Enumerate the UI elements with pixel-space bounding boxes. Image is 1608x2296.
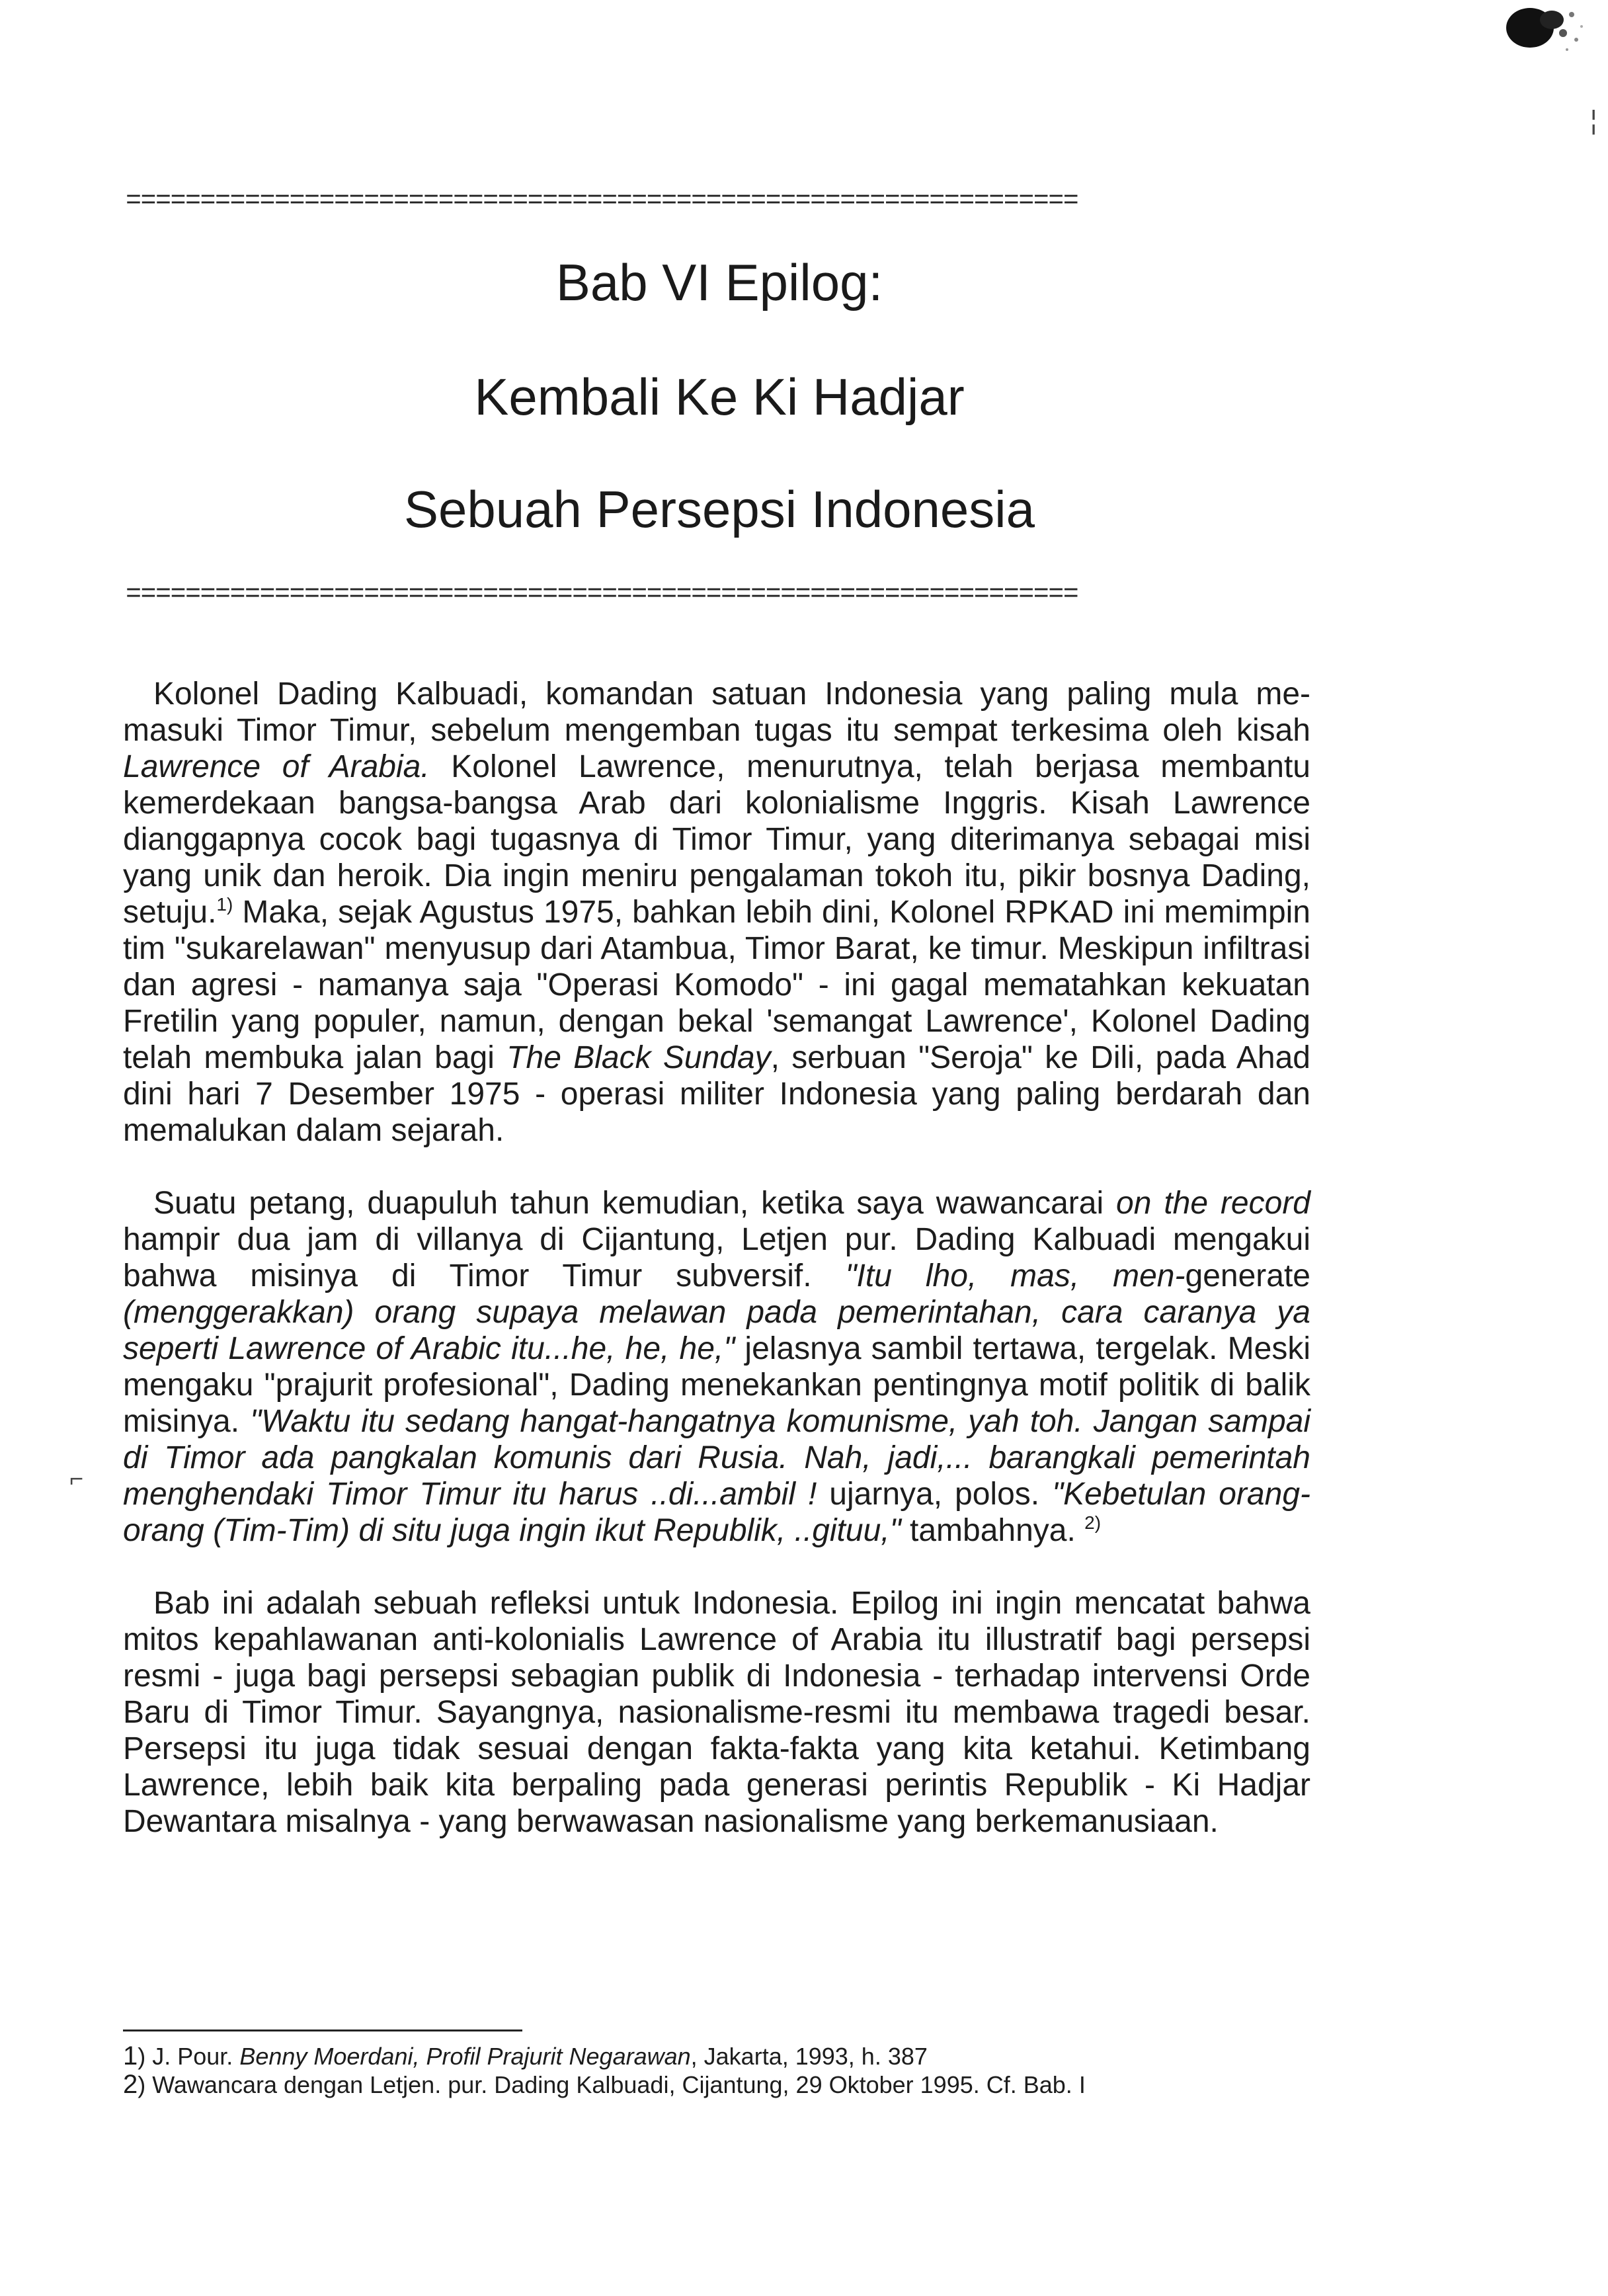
- scan-ink-blot: [1489, 0, 1588, 66]
- footnote-ref-2: 2): [1084, 1512, 1102, 1533]
- footnote-ref-1: 1): [216, 894, 233, 915]
- footnote-rule: [123, 2030, 522, 2031]
- body-text: [123, 676, 1310, 1876]
- scan-tick-mark: ⌐: [69, 1465, 84, 1492]
- bottom-separator: ================================================================: [126, 582, 1078, 608]
- paragraph-2: Suatu petang, duapuluh tahun kemudian, ketika saya wawancarai on the record hampir dua jam di villanya di Cijantung, Letjen pur. Dading Kalbuadi mengakui bahwa misinya di Timor Timur subversif. "Itu lho, mas, men-generate (menggerakkan) orang supaya melawan pada pemerintahan, cara caranya ya seperti Lawrence of Arabic itu...he, he, he," jelasnya sambil tertawa, tergelak. Meski mengaku "prajurit profesional", Dading menekankan pentingnya motif politik di balik misinya. "Waktu itu sedang hangat-hangatnya komunisme, yah toh. Jangan sampai di Timor ada pangkalan komunis dari Rusia. Nah, jadi,... barangkali pemerintah menghendaki Timor Timur itu harus ..di...ambil ! ujarnya, polos. "Kebetulan orang-orang (Tim-Tim) di situ juga ingin ikut Republik, ..gituu," tambahnya. $^{2)}$: [123, 1186, 1311, 1548]
- footnote-1: 1) J. Pour. Benny Moerdani, Profil Prajurit Negarawan, Jakarta, 1993, h. 387: [123, 2041, 928, 2070]
- chapter-subtitle-2: Sebuah Persepsi Indonesia: [403, 480, 1035, 538]
- chapter-title: Bab VI Epilog:: [555, 253, 883, 311]
- scan-speck: ¦: [1590, 106, 1597, 135]
- top-separator: ================================================================: [126, 188, 1078, 215]
- footnote-2: 2) Wawancara dengan Letjen. pur. Dading Kalbuadi, Cijantung, 29 Oktober 1995. Cf. Bab. I: [123, 2070, 1086, 2099]
- paragraph-1: Kolonel Dading Kalbuadi, komandan satuan Indonesia yang paling mula memasuki Timor Timur, sebelum mengemban tugas itu sempat terkesima oleh kisah Lawrence of Arabia. Kolonel Lawrence, menurutnya, telah berjasa membantu kemerdekaan bangsa-bangsa Arab dari kolonialisme Inggris. Kisah Lawrence dianggapnya cocok bagi tugasnya di Timor Timur, yang diterimanya sebagai misi yang unik dan heroik. Dia ingin meniru pengalaman tokoh itu, pikir bosnya Dading, setuju.$^{1)}$ Maka, sejak Agustus 1975, bahkan lebih dini, Kolonel RPKAD ini memimpin tim "sukarelawan" menyusup dari Atambua, Timor Barat, ke timur. Meskipun infiltrasi dan agresi - namanya saja "Operasi Komodo" - ini gagal mematahkan kekuatan Fretilin yang populer, namun, dengan bekal 'semangat Lawrence', Kolonel Dading telah membuka jalan bagi The Black Sunday, serbuan "Seroja" ke Dili, pada Ahad dini hari 7 Desember 1975 - operasi militer Indonesia yang paling berdarah dan memalukan dalam sejarah.: [123, 676, 1310, 1148]
- chapter-subtitle: Kembali Ke Ki Hadjar: [474, 368, 965, 426]
- paragraph-3: Bab ini adalah sebuah refleksi untuk Indonesia. Epilog ini ingin mencatat bahwa mitos kepahlawanan anti-kolonialis Lawrence of Arabia itu illustratif bagi persepsi resmi - juga bagi persepsi sebagian publik di Indonesia - terhadap intervensi Orde Baru di Timor Timur. Sayangnya, nasionalisme-resmi itu membawa tragedi besar. Persepsi itu juga tidak sesuai dengan fakta-fakta yang kita ketahui. Ketimbang Lawrence, lebih baik kita berpaling pada generasi perintis Republik - Ki Hadjar Dewantara misalnya - yang berwawasan nasionalisme yang berkemanusiaan.: [123, 1586, 1310, 1839]
- footnotes: [123, 2042, 1379, 2099]
